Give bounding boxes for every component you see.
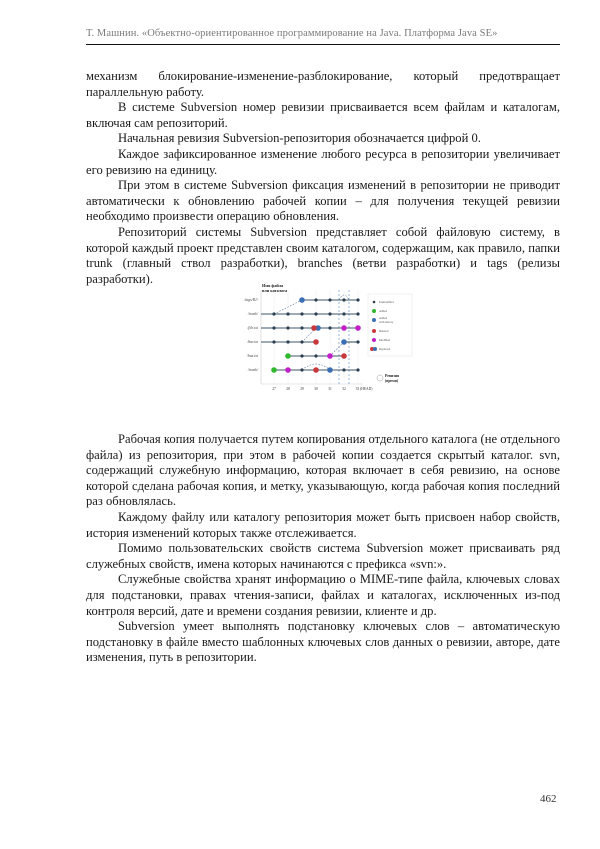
svg-text:29: 29	[300, 387, 304, 391]
svg-text:/tags/R1/: /tags/R1/	[244, 298, 258, 302]
svg-text:/trunk/: /trunk/	[247, 312, 258, 316]
paragraph: Начальная ревизия Subversion-репозитория обозначается цифрой 0.	[118, 131, 481, 146]
svg-text:33 (HEAD): 33 (HEAD)	[355, 387, 373, 391]
svg-text:/trunk/: /trunk/	[247, 368, 258, 372]
svg-text:Имя файла: Имя файла	[262, 283, 284, 288]
svg-text:Replaced: Replaced	[379, 347, 391, 351]
paragraph: Рабочая копия получается путем копирования отдельного каталога (не отдельного файла) из репозитория, при этом в рабочей копии создается скрытый каталог. svn, содержащий служебную информацию, которая включает в себя ревизию, на основе которой сделана рабочая копия, и метку, указывающую, когда рабочая копия последний раз обновлялась.	[86, 432, 560, 509]
svg-text:Modified: Modified	[379, 338, 391, 342]
paragraph: При этом в системе Subversion фиксация изменений в репозитории не приводит автоматически к обновлению рабочей копии – для получения текущей ревизии необходимо произвести операцию обновления.	[86, 178, 560, 224]
header-divider	[86, 44, 560, 45]
svg-text:27: 27	[272, 387, 276, 391]
paragraph: В системе Subversion номер ревизии присваивается всем файлам и каталогам, включая сам репозиторий.	[86, 100, 560, 130]
svg-text:/bar.txt: /bar.txt	[247, 340, 258, 344]
svg-text:Ревизия: Ревизия	[385, 374, 399, 378]
paragraph: Каждое зафиксированное изменение любого ресурса в репозитории увеличивает его ревизию на единицу.	[86, 146, 560, 177]
svg-text:32: 32	[342, 387, 346, 391]
svg-text:Unmodified: Unmodified	[379, 300, 394, 304]
page-number: 462	[540, 793, 557, 805]
paragraph: Репозиторий системы Subversion представляет собой файловую систему, в которой каждый проект представлен своим каталогом, содержащим, как правило, папки trunk (главный ствол разработки), branches (ветви разработки) и tags (релизы разработки).	[86, 224, 560, 286]
svg-text:или каталога: или каталога	[262, 288, 288, 293]
svg-text:/file.txt: /file.txt	[247, 326, 258, 330]
svg-text:(время): (время)	[385, 379, 399, 383]
paragraph: Каждому файлу или каталогу репозитория может быть присвоен набор свойств, история изменений которых также отслеживается.	[86, 509, 560, 540]
svg-text:Added: Added	[379, 316, 387, 320]
paragraph: Служебные свойства хранят информацию о MIME-типе файла, ключевых словах для подстановки, правах чтения-записи, файлах и каталогах, исключенных из-под контроля версий, дате и времени создания ревизии, клиенте и др.	[86, 572, 560, 618]
svg-text:/baz.txt: /baz.txt	[246, 354, 258, 358]
svg-text:Deleted: Deleted	[379, 329, 389, 333]
paragraph: Subversion умеет выполнять подстановку ключевых слов – автоматическую подстановку в файле вместо шаблонных ключевых слов данных о ревизии, авторе, дате изменения, путь в репозитории.	[86, 619, 560, 665]
body-text-top	[86, 69, 560, 287]
svg-text:30: 30	[314, 387, 318, 391]
svg-text:31: 31	[328, 387, 332, 391]
paragraph: механизм блокирование-изменение-разблокирование, который предотвращает параллельную работу.	[86, 69, 560, 99]
running-header: Т. Машнин. «Объектно-ориентированное программирование на Java. Платформа Java SE»	[86, 28, 498, 39]
paragraph: Помимо пользовательских свойств система Subversion может присваивать ряд служебных свойств, имена которых начинаются с префикса «svn:».	[86, 541, 560, 571]
svg-text:with history: with history	[379, 320, 394, 324]
svg-text:28: 28	[286, 387, 290, 391]
body-text-bottom	[86, 432, 560, 666]
svn-revision-diagram	[228, 280, 438, 398]
svg-text:Added: Added	[379, 309, 387, 313]
